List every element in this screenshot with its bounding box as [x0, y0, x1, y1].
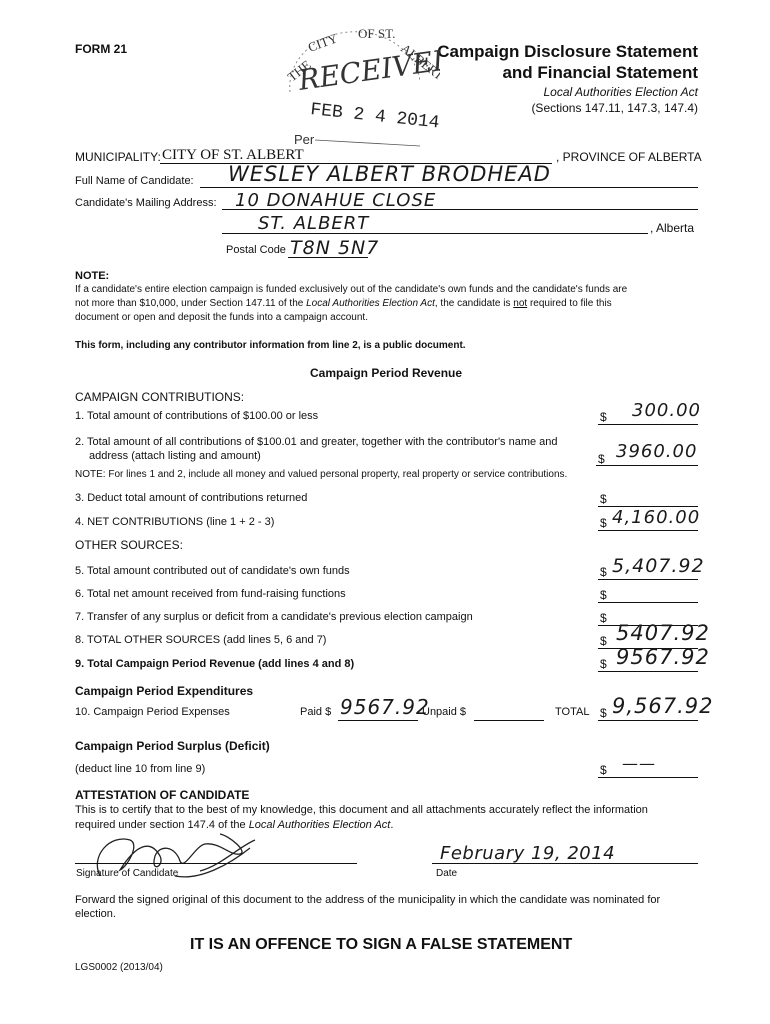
line6-line	[598, 602, 698, 603]
paid-label: Paid $	[300, 706, 332, 718]
note-text-b: not more than $10,000, under Section 147.11 of the Local Authorities Election Act, the candidate is not required to file this	[75, 298, 612, 309]
surplus-value: ——	[622, 754, 656, 773]
note-heading: NOTE:	[75, 270, 110, 282]
candidate-name-line	[200, 187, 698, 188]
postal-code-line	[288, 257, 368, 258]
line4-value: 4,160.00	[612, 507, 701, 528]
candidate-name-label: Full Name of Candidate:	[75, 175, 194, 187]
signature-label: Signature of Candidate	[76, 868, 179, 879]
total-value: 9,567.92	[612, 694, 714, 718]
contributions-heading: CAMPAIGN CONTRIBUTIONS:	[75, 390, 245, 404]
line2-line	[596, 465, 698, 466]
line9-label: 9. Total Campaign Period Revenue (add lines 4 and 8)	[75, 658, 355, 670]
line1-currency: $	[600, 410, 607, 424]
paid-value: 9567.92	[340, 695, 430, 719]
surplus-heading: Campaign Period Surplus (Deficit)	[75, 739, 270, 753]
other-sources-heading: OTHER SOURCES:	[75, 538, 184, 552]
line3-label: 3. Deduct total amount of contributions returned	[75, 492, 308, 504]
date-line	[432, 863, 698, 864]
line5-label: 5. Total amount contributed out of candidate's own funds	[75, 565, 350, 577]
forward-text-a: Forward the signed original of this document to the address of the municipality in which the candidate was nominated for	[75, 894, 661, 906]
line4-line	[598, 530, 698, 531]
revenue-heading: Campaign Period Revenue	[310, 366, 463, 380]
line3-currency: $	[600, 492, 607, 506]
received-stamp	[270, 22, 440, 152]
line2-value: 3960.00	[616, 441, 698, 462]
unpaid-line	[474, 720, 544, 721]
surplus-label: (deduct line 10 from line 9)	[75, 763, 206, 775]
line8-currency: $	[600, 634, 607, 648]
expenditures-heading: Campaign Period Expenditures	[75, 684, 254, 698]
public-document-notice: This form, including any contributor information from line 2, is a public document.	[75, 340, 466, 351]
svg-text:Per: Per	[294, 132, 315, 147]
attestation-text-b: required under section 147.4 of the Local Authorities Election Act.	[75, 819, 394, 831]
attestation-heading: ATTESTATION OF CANDIDATE	[75, 788, 250, 802]
line4-currency: $	[600, 516, 607, 530]
line9-currency: $	[600, 657, 607, 671]
line5-line	[598, 579, 698, 580]
attestation-date-value: February 19, 2014	[440, 843, 616, 864]
line9-value: 9567.92	[616, 645, 710, 669]
line7-label: 7. Transfer of any surplus or deficit from a candidate's previous election campaign	[75, 611, 473, 623]
municipality-value: CITY OF ST. ALBERT	[162, 147, 304, 163]
svg-text:FEB 2 4 2014: FEB 2 4 2014	[309, 100, 440, 134]
line2-label-b: address (attach listing and amount)	[89, 450, 261, 462]
line2-label-a: 2. Total amount of all contributions of $100.01 and greater, together with the contributor's name and	[75, 436, 558, 448]
form-title-line2: and Financial Statement	[502, 63, 698, 82]
line1-value: 300.00	[632, 400, 701, 421]
address-line1-line	[222, 209, 698, 210]
svg-text:CITY: CITY	[305, 30, 340, 55]
postal-code-label: Postal Code	[226, 244, 286, 256]
address-line2-value: ST. ALBERT	[258, 213, 370, 234]
address-line1-value: 10 DONAHUE CLOSE	[235, 190, 437, 211]
offence-warning: IT IS AN OFFENCE TO SIGN A FALSE STATEMENT	[190, 936, 573, 953]
forward-text-b: election.	[75, 908, 116, 920]
note-text-c: document or open and deposit the funds into a campaign account.	[75, 312, 368, 323]
municipality-label: MUNICIPALITY:	[75, 150, 161, 164]
total-line	[598, 720, 698, 721]
svg-text:ALBERT: ALBERT	[398, 40, 440, 84]
lines-note: NOTE: For lines 1 and 2, include all money and valued personal property, real property or service contributions.	[75, 469, 568, 480]
line6-currency: $	[600, 588, 607, 602]
date-label: Date	[436, 868, 458, 879]
svg-text:THE: THE	[284, 56, 314, 85]
unpaid-label: Unpaid $	[422, 706, 467, 718]
svg-text:OF ST.: OF ST.	[358, 26, 396, 41]
province-label: , PROVINCE OF ALBERTA	[556, 150, 702, 164]
line10-label: 10. Campaign Period Expenses	[75, 706, 230, 718]
line1-label: 1. Total amount of contributions of $100.00 or less	[75, 410, 319, 422]
line1-line	[598, 424, 698, 425]
mailing-address-label: Candidate's Mailing Address:	[75, 197, 217, 209]
candidate-name-value: WESLEY ALBERT BRODHEAD	[228, 162, 551, 186]
svg-text:RECEIVED: RECEIVED	[296, 42, 440, 97]
form-code: LGS0002 (2013/04)	[75, 962, 163, 973]
address-line2-line	[222, 233, 648, 234]
line5-value: 5,407.92	[612, 555, 705, 577]
total-label: TOTAL	[555, 706, 590, 718]
paid-line	[338, 720, 418, 721]
act-sections: (Sections 147.11, 147.3, 147.4)	[531, 101, 698, 115]
form-number: FORM 21	[75, 42, 128, 56]
line4-label: 4. NET CONTRIBUTIONS (line 1 + 2 - 3)	[75, 516, 275, 528]
surplus-line	[598, 777, 698, 778]
form-title-line1: Campaign Disclosure Statement	[437, 42, 698, 61]
line7-currency: $	[600, 611, 607, 625]
line6-label: 6. Total net amount received from fund-raising functions	[75, 588, 346, 600]
act-name: Local Authorities Election Act	[543, 85, 698, 99]
line5-currency: $	[600, 565, 607, 579]
line8-label: 8. TOTAL OTHER SOURCES (add lines 5, 6 and 7)	[75, 634, 327, 646]
surplus-currency: $	[600, 763, 607, 777]
total-currency: $	[600, 706, 607, 720]
line9-line	[598, 671, 698, 672]
note-text-a: If a candidate's entire election campaign is funded exclusively out of the candidate's own funds and the candidate's funds are	[75, 284, 628, 295]
postal-code-value: T8N 5N7	[290, 237, 380, 259]
alberta-label: , Alberta	[650, 221, 695, 235]
signature-line	[75, 863, 357, 864]
attestation-text-a: This is to certify that to the best of my knowledge, this document and all attachments accurately reflect the information	[75, 804, 648, 816]
line2-currency: $	[598, 452, 605, 466]
line8-value: 5407.92	[616, 621, 710, 645]
